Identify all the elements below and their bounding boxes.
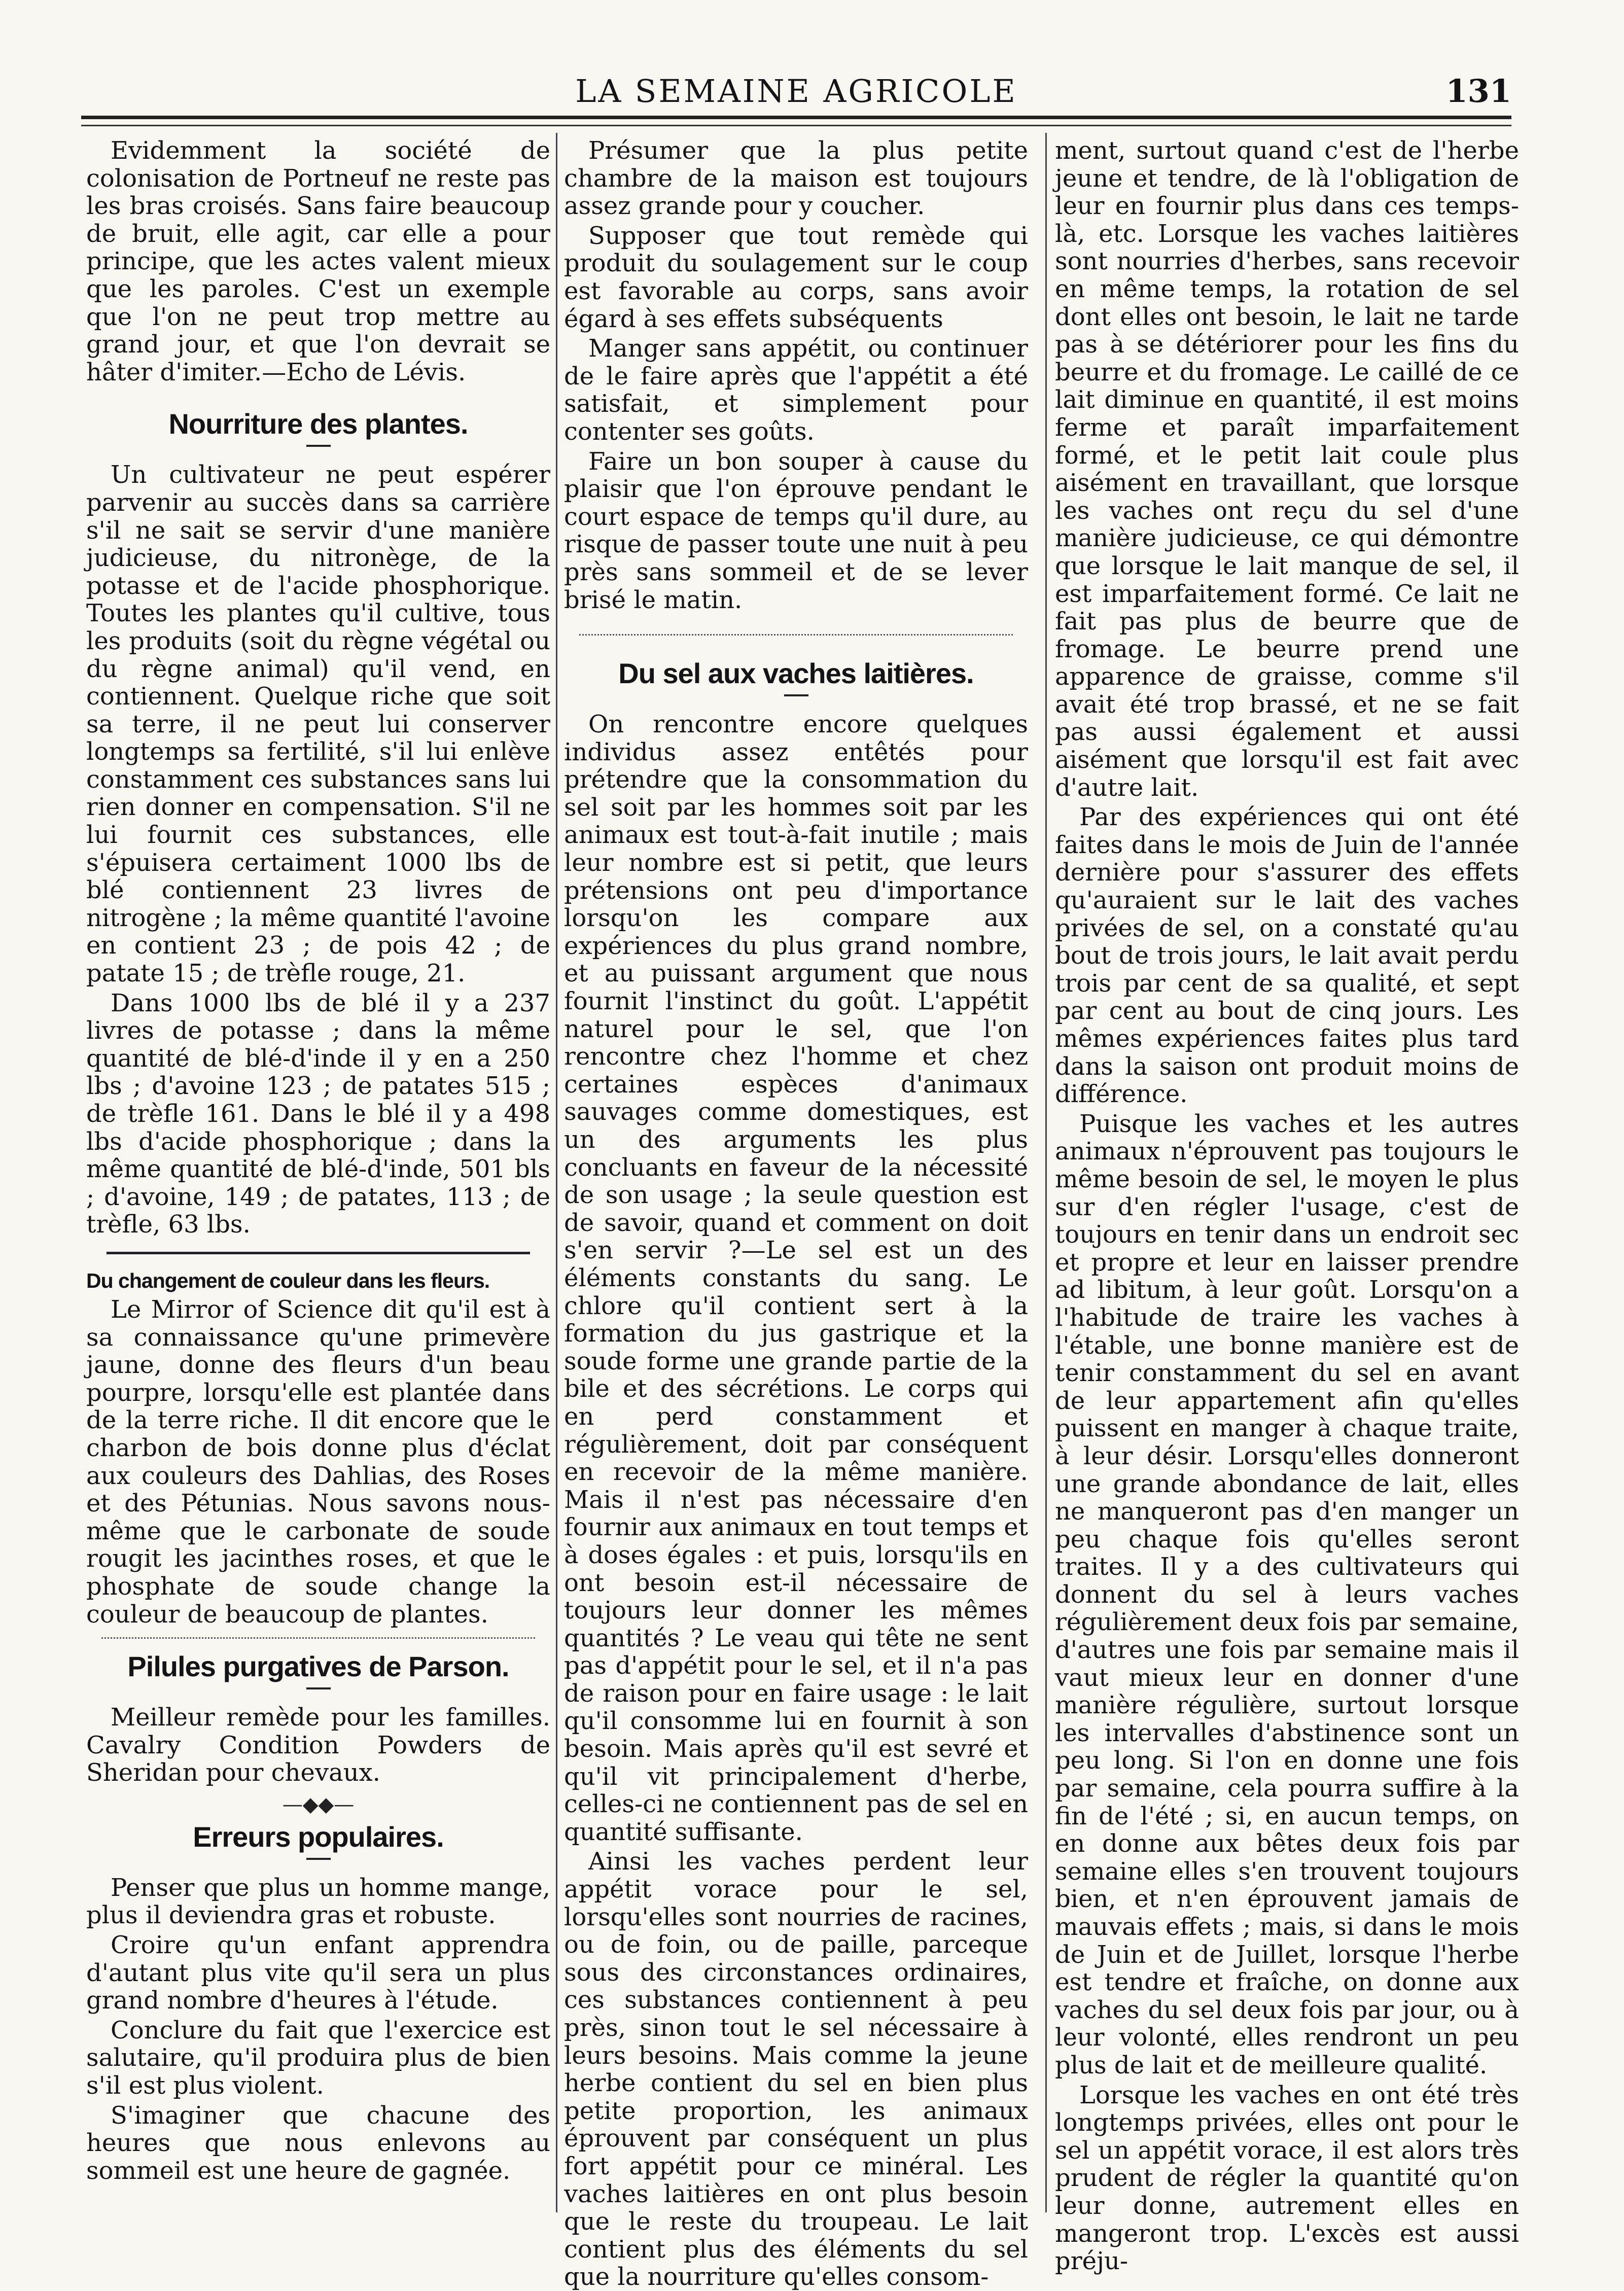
article-title: Pilules purgatives de Parson. <box>127 1650 509 1683</box>
article-paragraph: Dans 1000 lbs de blé il y a 237 livres de potasse ; dans la même quantité de blé-d'inde il y en a 250 lbs ; d'avoine 123 ; de patates 515 ; de trèfle 161. Dans le blé il y a 498 lbs d'acide phosphorique ; dans la même quantité de blé-d'inde, 501 bls ; d'avoine, 149 ; de patates, 113 ; de trèfle, 63 lbs. <box>86 989 550 1239</box>
title-dash <box>306 445 331 447</box>
section-separator <box>101 1637 535 1639</box>
header-rule-thin <box>81 125 1511 126</box>
article-paragraph: S'imaginer que chacune des heures que nous enlevons au sommeil est une heure de gagnée. <box>86 2101 550 2185</box>
article-paragraph: ment, surtout quand c'est de l'herbe jeune et tendre, de là l'obligation de leur en fournir plus dans ces temps-là, etc. Lorsque les vaches laitières sont nourries d'herbes, sans recevoir en même temps, la rotation de sel dont elles ont besoin, le lait ne tarde pas à se détériorer pour les fins du beurre et du fromage. Le caillé de ce lait diminue en quantité, il est moins ferme et paraît imparfaitement formé, et le petit lait coule plus aisément en travaillant, que lorsque les vaches ont reçu du sel d'une manière judicieuse, ce qui démontre que lorsque le lait manque de sel, il est imparfaitement formé. Ce lait ne fait pas plus de beurre que de fromage. Le beurre prend une apparence de graisse, comme s'il avait été trop brassé, et ne se fait pas aussi également et aussi aisément que lorsqu'il est fait avec d'autre lait. <box>1055 136 1519 802</box>
header-rule-thick <box>81 116 1511 119</box>
column-divider <box>556 133 557 2212</box>
page-number: 131 <box>1445 73 1511 110</box>
column-3 <box>1055 136 1519 2276</box>
column-1 <box>86 137 550 2206</box>
page-header <box>81 68 1511 114</box>
article-paragraph: Ainsi les vaches perdent leur appétit vorace pour le sel, lorsqu'elles sont nourries de racines, ou de foin, ou de paille, parceque sous des circonstances ordinaires, ces substances contiennent à peu près, sinon tout le sel nécessaire à leurs besoins. Mais comme la jeune herbe contient du sel en bien plus petite proportion, les animaux éprouvent par conséquent un plus fort appétit pour ce minéral. Les vaches laitières en ont plus besoin que le reste du troupeau. Le lait contient plus des éléments du sel que la nourriture qu'elles consom- <box>564 1847 1028 2291</box>
article-paragraph: Conclure du fait que l'exercice est salutaire, qu'il produira plus de bien s'il est plus violent. <box>86 2016 550 2100</box>
article-paragraph: Un cultivateur ne peut espérer parvenir au succès dans sa carrière s'il ne sait se servir d'une manière judicieuse, du nitronège, de la potasse et de l'acide phosphorique. Toutes les plantes qu'il cultive, tous les produits (soit du règne végétal ou du règne animal) qu'il vend, en contiennent. Quelque riche que soit sa terre, il ne peut lui conserver longtemps sa fertilité, s'il lui enlève constamment ces substances sans lui rien donner en compensation. S'il ne lui fournit ces substances, elle s'épuisera certaiment 1000 lbs de blé contiennent 23 livres de nitrogène ; la même quantité l'avoine en contient 23 ; de pois 42 ; de patate 15 ; de trèfle rouge, 21. <box>86 461 550 988</box>
article-paragraph: Lorsque les vaches en ont été très longtemps privées, elles ont pour le sel un appétit vorace, il est alors très prudent de régler la quantité qu'on leur donne, autrement elles en mangeront trop. L'excès est aussi préju- <box>1055 2081 1519 2276</box>
article-paragraph: Evidemment la société de colonisation de Portneuf ne reste pas les bras croisés. Sans faire beaucoup de bruit, elle agit, car elle a pour principe, que les actes valent mieux que les paroles. C'est un exemple que l'on ne peut trop mettre au grand jour, et que l'on devrait se hâter d'imiter.—Echo de Lévis. <box>86 136 550 386</box>
article-paragraph: Présumer que la plus petite chambre de la maison est toujours assez grande pour y coucher. <box>564 136 1028 221</box>
column-2 <box>564 136 1028 2291</box>
article-paragraph: Penser que plus un homme mange, plus il deviendra gras et robuste. <box>86 1873 550 1930</box>
section-separator <box>579 634 1013 636</box>
article-paragraph: Manger sans appétit, ou continuer de le faire après que l'appétit a été satisfait, et simplement pour contenter ses goûts. <box>564 334 1028 446</box>
article-paragraph: Supposer que tout remède qui produit du soulagement sur le coup est favorable au corps, sans avoir égard à ses effets subséquents <box>564 221 1028 333</box>
article-paragraph: Croire qu'un enfant apprendra d'autant plus vite qu'il sera un plus grand nombre d'heures à l'étude. <box>86 1931 550 2015</box>
article-paragraph: Faire un bon souper à cause du plaisir que l'on éprouve pendant le court espace de temps qu'il dure, au risque de passer toute une nuit à peu près sans sommeil et de se lever brisé le matin. <box>564 447 1028 614</box>
article-paragraph: Puisque les vaches et les autres animaux n'éprouvent pas toujours le même besoin de sel, le moyen le plus sur d'en régler l'usage, c'est de toujours en tenir dans un endroit sec et propre et leur en laisser prendre ad libitum, à leur goût. Lorsqu'on a l'habitude de traire les vaches à l'étable, une bonne manière est de tenir constamment du sel en avant de leur appartement afin qu'elles puissent en manger à chaque traite, à leur désir. Lorsqu'elles donneront une grande abondance de lait, elles ne manqueront pas d'en manger un peu chaque fois qu'elles seront traites. Il y a des cultivateurs qui donnent du sel à leurs vaches régulièrement deux fois par semaine, d'autres une fois par semaine mais il vaut mieux leur en donner d'une manière régulière, surtout lorsque les intervalles d'abstinence sont un peu long. Si l'on en donne une fois par semaine, cela pourra suffire à la fin de l'été ; si, en aucun temps, on en donne aux bêtes deux fois par semaine elles s'en trouvent toujours bien, et n'en éprouvent jamais de mauvais effets ; mais, si dans le mois de Juin et de Juillet, lorsque l'herbe est tendre et fraîche, on donne aux vaches du sel deux fois par jour, ou à leur volonté, elles rendront un peu plus de lait et de meilleure qualité. <box>1055 1109 1519 2079</box>
title-dash <box>306 1858 331 1860</box>
article-title: Erreurs populaires. <box>193 1820 444 1853</box>
article-title: Nourriture des plantes. <box>168 408 468 440</box>
ornament-separator: —◆◆— <box>282 1792 355 1816</box>
title-dash <box>306 1687 331 1689</box>
article-paragraph: Par des expériences qui ont été faites dans le mois de Juin de l'année dernière pour s'assurer des effets qu'auraient sur le lait des vaches privées de sel, on a constaté qu'au bout de trois jours, le lait avait perdu trois par cent de sa qualité, et sept par cent au bout de cinq jours. Les mêmes expériences faites plus tard dans la saison ont produit moins de différence. <box>1055 803 1519 1109</box>
article-title: Du changement de couleur dans les fleurs. <box>86 1268 490 1292</box>
title-dash <box>784 694 808 696</box>
article-paragraph: On rencontre encore quelques individus assez entêtés pour prétendre que la consommation du sel soit par les hommes soit par les animaux est tout-à-fait inutile ; mais leur nombre est si petit, que leurs prétensions ont peu d'importance lorsqu'on les compare aux expériences du plus grand nombre, et au puissant argument que nous fournit l'instinct du goût. L'appétit naturel pour le sel, que l'on rencontre chez l'homme et chez certaines espèces d'animaux sauvages comme domestiques, est un des arguments les plus concluants en faveur de la nécessité de son usage ; la seule question est de savoir, quand et comment on doit s'en servir ?—Le sel est un des éléments constants du sang. Le chlore qu'il contient sert à la formation du jus gastrique et la soude forme une grande partie de la bile et des sécrétions. Le corps qui en perd constamment et régulièrement, doit par conséquent en recevoir de la même manière. Mais il n'est pas nécessaire d'en fournir aux animaux en tout temps et à doses égales : et puis, lorsqu'ils en ont besoin est-il nécessaire de toujours leur donner les mêmes quantités ? Le veau qui tête ne sent pas d'appétit pour le sel, et il n'a pas de raison pour en faire usage : le lait qu'il consomme lui en fournit à son besoin. Mais après qu'il est sevré et qu'il vit principalement d'herbe, celles-ci ne contiennent pas de sel en quantité suffisante. <box>564 710 1028 1846</box>
article-title: Du sel aux vaches laitières. <box>618 657 974 690</box>
column-divider <box>1045 133 1047 2212</box>
article-paragraph: Meilleur remède pour les familles. Cavalry Condition Powders de Sheridan pour chevaux. <box>86 1703 550 1787</box>
article-paragraph: Le Mirror of Science dit qu'il est à sa connaissance qu'une primevère jaune, donne des fleurs d'un beau pourpre, lorsqu'elle est plantée dans de la terre riche. Il dit encore que le charbon de bois donne plus d'éclat aux couleurs des Dahlias, des Roses et des Pétunias. Nous savons nous-même que le carbonate de soude rougit les jacinthes roses, et que le phosphate de soude change la couleur de beaucoup de plantes. <box>86 1295 550 1629</box>
publication-title: LA SEMAINE AGRICOLE <box>575 73 1017 110</box>
section-separator <box>107 1252 530 1254</box>
